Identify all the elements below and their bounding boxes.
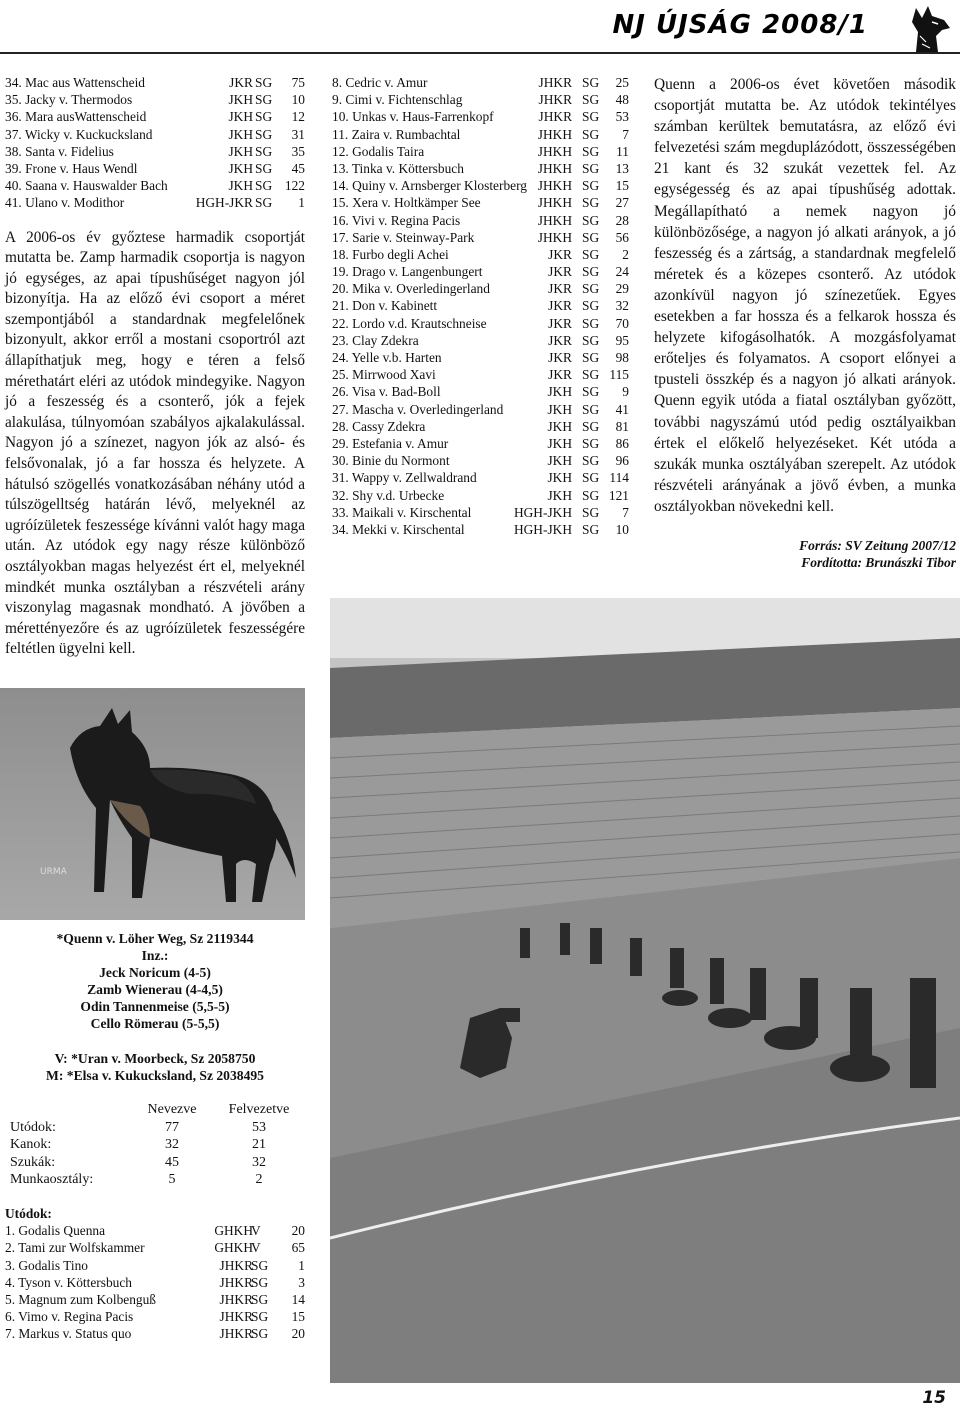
list-item: 12. Godalis Taira JHKH SG 11 — [332, 143, 629, 159]
list-item: 18. Furbo degli Achei JKR SG 2 — [332, 246, 629, 262]
column-header: Nevezve — [147, 1102, 197, 1117]
list-item: 20. Mika v. Overledingerland JKR SG 29 — [332, 281, 629, 297]
stadium-illustration — [330, 598, 960, 1383]
list-item: 15. Xera v. Holtkämper See JHKH SG 27 — [332, 195, 629, 211]
list-item: 2. Tami zur Wolfskammer GHKH V 65 — [5, 1240, 305, 1256]
photo-watermark: URMA — [40, 867, 67, 877]
results-list-left — [5, 74, 305, 212]
list-item: 8. Cedric v. Amur JHKR SG 25 — [332, 75, 629, 90]
offspring-results-list — [5, 1205, 305, 1343]
dog-show-stadium-photo — [330, 598, 960, 1383]
column-middle — [332, 74, 632, 538]
source-credit — [654, 537, 956, 571]
list-item: 7. Markus v. Status quo JHKR SG 20 — [5, 1326, 305, 1342]
list-item: 13. Tinka v. Köttersbuch JHKH SG 13 — [332, 160, 629, 176]
table-row: Kanok: 32 21 — [10, 1137, 266, 1153]
table-header — [10, 1101, 290, 1119]
page-number: 15 — [922, 1388, 946, 1408]
source-line: Forrás: SV Zeitung 2007/12 — [799, 537, 956, 553]
list-item: 3. Godalis Tino JHKR SG 1 — [5, 1257, 305, 1273]
list-item: 6. Vimo v. Regina Pacis JHKR SG 15 — [5, 1309, 305, 1325]
list-item: 32. Shy v.d. Urbecke JKH SG 121 — [332, 487, 629, 503]
shepherd-dog-photo — [0, 688, 305, 920]
translator-line: Fordította: Brunászki Tibor — [801, 554, 956, 570]
dog-illustration — [0, 688, 305, 920]
table-row: Munkaosztály: 5 2 — [10, 1172, 263, 1188]
list-item: 34. Mekki v. Kirschental HGH-JKH SG 10 — [332, 521, 629, 537]
article-paragraph-zamp: A 2006-os év győztese harmadik csoportját mutatta be. Zamp harmadik csoportja is nagyon jó egységes, az apai típushűséget nagyon jól bizonyítja. Ha az előző évi csoport a méret szempontjából a standardnak megfelelőnek bizonyult, akkor erről a mostani csoportról azt állapíthatjuk meg, hogy e téren a felső mérethatárt eléri az utódok mindegyike. Nagyon jó a feszesség és a csonterő, jók a fejek alakulása, túlnyomóan szabályos ajkalakulással. Nagyon jó a színezet, nagyon jók az alsó- és felsővonalak, jó a far hossza és helyzete. A hátulsó szögellés vonatkozásában néhány utód a túlszögelltség határán lévő, melyeknél az ugróízületek feszessége kívánni valót hagy maga után. Az utódok egy nagy része különböző osztályokban magas helyezést ért el, melyeknél mindkét munka osztályban a részvételi arány viszonylag magasnak mondható. A jövőben a mérettényezőre és az ugróízületek feszességére feltétlen ügyelni kell. — [5, 228, 305, 658]
list-item: 24. Yelle v.b. Harten JKR SG 98 — [332, 350, 629, 365]
page-header — [0, 0, 960, 62]
column-header: Felvezetve — [228, 1102, 290, 1117]
article-paragraph-quenn: Quenn a 2006-os évet követően második csoportját mutatta be. Az utódok tekintélyes számban kerültek bemutatásra, az előző évi felvezetési szám megduplázódott, összességében 21 kant és 32 szukát vezettek fel. Az egységesség és az apai típushűség adottak. Megállapítható a nemek nagyon jó különbözősége, a nagyon jó alkati arányok, a jó feszesség és a zártság, a standardnak megfelelő méretek és a közepes csonterő. Az utódok azonkívül nagyon jó színezetűek. Egyes esetekben a far hossza és a felkarok hossza és helyzete kifogásolhatók. A mozgásfolyamat erőteljes és folyamatos. A csoport előnyei a tpusteli összkép és a nagyon jó alkati arányok. Quenn egyik utóda a fiatal osztályban győzött, további nagyszámú utód pedig osztályaikban értek el előkelő helyezéseket. Két utóda a szukák munka osztályában szerepelt. Az utódok részvételi arányának a jövő évben, a munka osztályokban növekedni kell. — [654, 76, 956, 515]
list-item: 41. Ulano v. Modithor HGH-JKR SG 1 — [5, 195, 305, 211]
table-row: Utódok: 77 53 — [10, 1119, 266, 1135]
header-rule — [0, 52, 960, 54]
list-item: 25. Mirrwood Xavi JKR SG 115 — [332, 367, 629, 383]
list-item: 9. Cimi v. Fichtenschlag JHKR SG 48 — [332, 92, 629, 108]
list-item: 26. Visa v. Bad-Boll JKH SG 9 — [332, 384, 629, 400]
list-item: 28. Cassy Zdekra JKH SG 81 — [332, 418, 629, 434]
magazine-title: NJ ÚJSÁG 2008/1 — [612, 10, 868, 40]
sire-line: V: *Uran v. Moorbeck, Sz 2058750 — [54, 1051, 256, 1066]
inz-line: Jeck Noricum (4-5) — [99, 965, 211, 980]
offspring-title: Utódok: — [5, 1206, 52, 1221]
list-item: 17. Sarie v. Steinway-Park JHKH SG 56 — [332, 229, 629, 245]
list-item: 1. Godalis Quenna GHKH V 20 — [5, 1223, 305, 1239]
list-item: 27. Mascha v. Overledingerland JKH SG 41 — [332, 401, 629, 417]
dam-line: M: *Elsa v. Kukucksland, Sz 2038495 — [46, 1068, 264, 1083]
list-item: 39. Frone v. Haus Wendl JKH SG 45 — [5, 160, 305, 176]
list-item: 35. Jacky v. Thermodos JKH SG 10 — [5, 92, 305, 108]
list-item: 4. Tyson v. Köttersbuch JHKR SG 3 — [5, 1274, 305, 1290]
list-item: 31. Wappy v. Zellwaldrand JKH SG 114 — [332, 470, 629, 486]
column-left — [5, 74, 305, 660]
list-item: 36. Mara ausWattenscheid JKH SG 12 — [5, 109, 305, 125]
list-item: 40. Saana v. Hauswalder Bach JKH SG 122 — [5, 178, 305, 194]
inz-line: Cello Römerau (5-5,5) — [90, 1016, 220, 1031]
inz-line: Zamb Wienerau (4-4,5) — [87, 982, 223, 997]
stud-name: *Quenn v. Löher Weg, Sz 2119344 — [56, 931, 254, 946]
offspring-stats-table — [10, 1101, 290, 1189]
list-item: 23. Clay Zdekra JKR SG 95 — [332, 332, 629, 348]
list-item: 37. Wicky v. Kuckucksland JKH SG 31 — [5, 126, 305, 142]
list-item: 11. Zaira v. Rumbachtal JHKH SG 7 — [332, 126, 629, 142]
inz-label: Inz.: — [141, 948, 169, 963]
list-item: 33. Maikali v. Kirschental HGH-JKH SG 7 — [332, 504, 629, 520]
list-item: 30. Binie du Normont JKH SG 96 — [332, 453, 629, 469]
pedigree-block — [0, 930, 310, 1084]
list-item: 5. Magnum zum Kolbenguß JHKR SG 14 — [5, 1291, 305, 1307]
list-item: 10. Unkas v. Haus-Farrenkopf JHKR SG 53 — [332, 109, 629, 125]
list-item: 34. Mac aus Wattenscheid JKR SG 75 — [5, 75, 305, 90]
shepherd-head-logo-icon — [902, 2, 952, 56]
results-list-middle — [332, 74, 632, 538]
list-item: 14. Quiny v. Arnsberger Klosterberg JHKH SG 15 — [332, 178, 629, 194]
list-item: 16. Vivi v. Regina Pacis JHKH SG 28 — [332, 212, 629, 228]
list-item: 38. Santa v. Fidelius JKH SG 35 — [5, 143, 305, 159]
table-row: Szukák: 45 32 — [10, 1154, 266, 1170]
list-item: 19. Drago v. Langenbungert JKR SG 24 — [332, 264, 629, 280]
list-item: 29. Estefania v. Amur JKH SG 86 — [332, 435, 629, 451]
list-item: 21. Don v. Kabinett JKR SG 32 — [332, 298, 629, 314]
column-right — [654, 74, 956, 571]
inz-line: Odin Tannenmeise (5,5-5) — [80, 999, 230, 1014]
list-item: 22. Lordo v.d. Krautschneise JKR SG 70 — [332, 315, 629, 331]
